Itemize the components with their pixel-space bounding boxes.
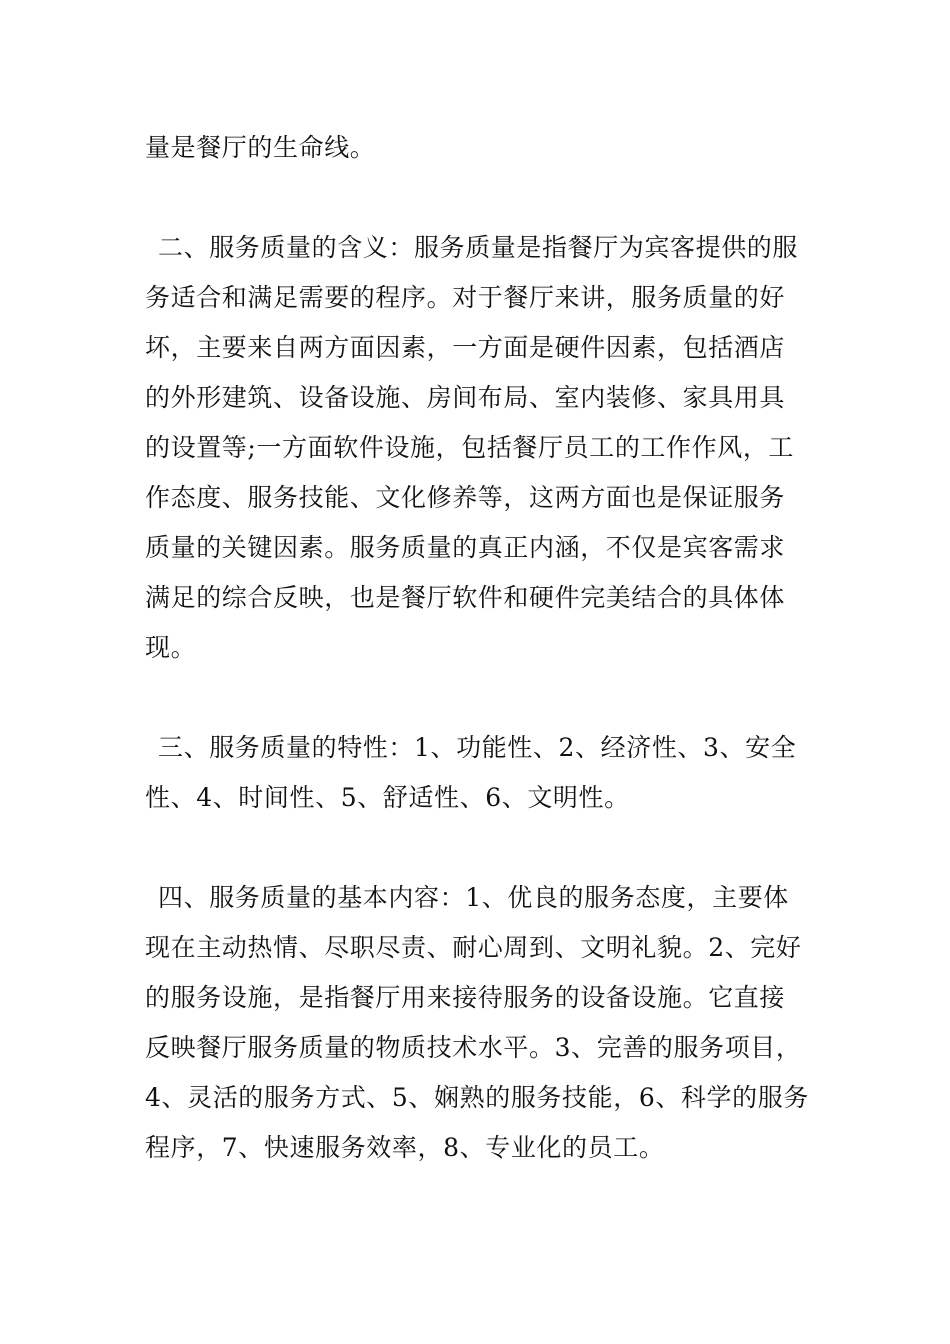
text-line: 现。: [145, 633, 197, 662]
text-line: 4、灵活的服务方式、5、娴熟的服务技能，6、科学的服务: [145, 1083, 809, 1112]
text-line: 性、4、时间性、5、舒适性、6、文明性。: [145, 783, 630, 812]
text-line: 满足的综合反映，也是餐厅软件和硬件完美结合的具体体: [145, 583, 786, 612]
section-heading-2: 二、服务质量的含义：服务质量是指餐厅为宾客提供的服: [158, 233, 799, 262]
text-line: 务适合和满足需要的程序。对于餐厅来讲，服务质量的好: [145, 283, 786, 312]
text-line: 质量的关键因素。服务质量的真正内涵，不仅是宾客需求: [145, 533, 786, 562]
section-heading-3: 三、服务质量的特性：1、功能性、2、经济性、3、安全: [158, 733, 797, 762]
text-line: 反映餐厅服务质量的物质技术水平。3、完善的服务项目，: [145, 1033, 802, 1062]
text-line: 坏，主要来自两方面因素，一方面是硬件因素，包括酒店: [145, 333, 786, 362]
text-line: 的设置等;一方面软件设施，包括餐厅员工的工作作风，工: [145, 433, 795, 462]
section-heading-4: 四、服务质量的基本内容：1、优良的服务态度，主要体: [158, 883, 789, 912]
text-line: 的外形建筑、设备设施、房间布局、室内装修、家具用具: [145, 383, 786, 412]
text-line: 现在主动热情、尽职尽责、耐心周到、文明礼貌。2、完好: [145, 933, 802, 962]
text-line: 量是餐厅的生命线。: [145, 133, 376, 162]
text-line: 作态度、服务技能、文化修养等，这两方面也是保证服务: [145, 483, 786, 512]
text-line: 的服务设施，是指餐厅用来接待服务的设备设施。它直接: [145, 983, 786, 1012]
text-line: 程序，7、快速服务效率，8、专业化的员工。: [145, 1133, 665, 1162]
